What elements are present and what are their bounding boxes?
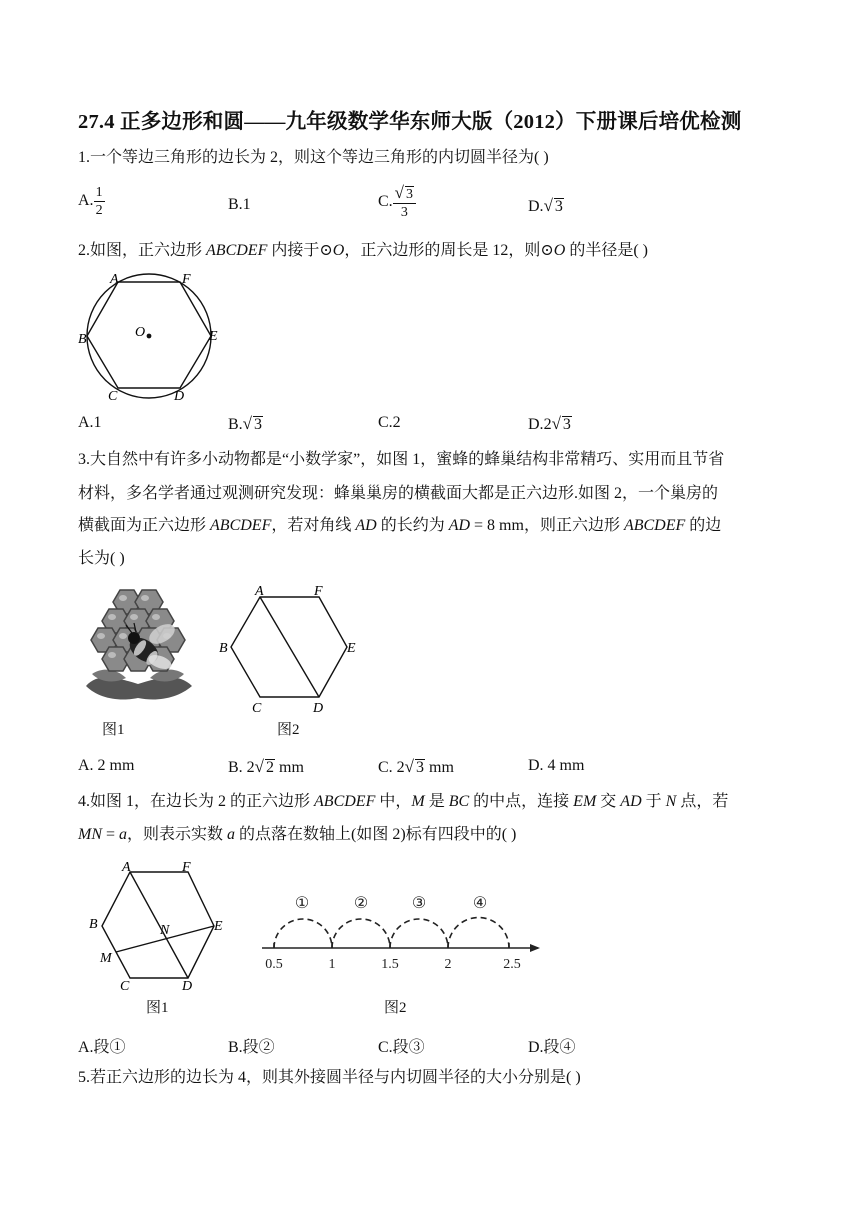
tick-label: 1.5 — [381, 957, 399, 972]
question-4-option-c: C.段③ — [378, 1039, 425, 1056]
figure-2-caption: 图2 — [277, 722, 300, 738]
fraction: $\frac{1}{2}$ — [95, 185, 103, 218]
question-2-text: 2.如图，正六边形 ABCDEF 内接于⊙O，正六边形的周长是 12，则⊙O 的半径是( ) — [78, 242, 648, 259]
question-4-line-2: MN = a，则表示实数 a 的点落在数轴上(如图 2)标有四段中的( ) — [78, 826, 517, 843]
segment-2-label: ② — [353, 895, 369, 912]
question-4-option-a: A.段① — [78, 1039, 126, 1056]
label-a: A — [255, 584, 264, 599]
label-c: C — [108, 389, 118, 404]
label-f: F — [314, 584, 323, 599]
label-d: D — [182, 979, 193, 994]
label-e: E — [209, 329, 218, 344]
label-c: C — [120, 979, 130, 994]
label-d: D — [313, 701, 324, 716]
question-3-line-4: 长为( ) — [78, 550, 125, 567]
label-a: A — [110, 272, 119, 287]
hexagon-em-figure — [80, 860, 240, 1010]
question-1-option-a: A. $\frac{1}{2}$ — [78, 185, 103, 218]
tick-label: 2.5 — [503, 957, 521, 972]
question-1-option-b: B.1 — [228, 196, 251, 213]
hexagon — [102, 872, 214, 978]
question-4-line-1: 4.如图 1，在边长为 2 的正六边形 ABCDEF 中，M 是 BC 的中点，连接 EM 交 AD 于 N 点，若 — [78, 793, 729, 810]
tick-label: 2 — [444, 957, 452, 972]
arrow-icon — [530, 944, 540, 952]
label-b: B — [89, 917, 98, 932]
label-d: D — [174, 389, 185, 404]
figure-1-caption: 图1 — [102, 722, 125, 738]
question-4-option-b: B.段② — [228, 1039, 275, 1056]
label-b: B — [219, 641, 228, 656]
question-1-option-c: C. $\frac{√ 3}{3}$ — [378, 184, 416, 221]
question-3-line-3: 横截面为正六边形 ABCDEF，若对角线 AD 的长约为 AD = 8 mm，则正六边形 ABCDEF 的边 — [78, 517, 722, 534]
question-3-line-1: 3.大自然中有许多小动物都是“小数学家”，如图 1，蜜蜂的蜂巢结构非常精巧、实用而且节省 — [78, 451, 725, 468]
question-2-option-c: C.2 — [378, 414, 401, 431]
question-3-option-b: B. 2√ 2 mm — [228, 757, 304, 776]
label-m: M — [100, 951, 112, 966]
label-e: E — [347, 641, 356, 656]
question-3-option-c: C. 2√ 3 mm — [378, 757, 454, 776]
tick-label: 0.5 — [265, 957, 283, 972]
number-line-figure — [250, 890, 550, 982]
center-point — [147, 334, 152, 339]
label-o: O — [135, 325, 146, 340]
tick-label: 1 — [328, 957, 336, 972]
label-b: B — [78, 332, 87, 347]
question-4-option-d: D.段④ — [528, 1039, 576, 1056]
page-title: 27.4 正多边形和圆——九年级数学华东师大版（2012）下册课后培优检测 — [78, 111, 742, 133]
honeycomb-bee-image — [78, 582, 198, 714]
label-e: E — [214, 919, 223, 934]
label-c: C — [252, 701, 262, 716]
label-f: F — [182, 860, 191, 875]
question-3-option-d: D. 4 mm — [528, 757, 585, 774]
question-2-option-b: B.√ 3 — [228, 414, 263, 433]
label-n: N — [160, 923, 170, 938]
hexagon-circle-figure — [76, 270, 226, 406]
question-1-option-d: D.√ 3 — [528, 196, 563, 215]
diagonal-ad — [260, 597, 319, 697]
figure-2-caption: 图2 — [384, 1000, 407, 1016]
segment-1-label: ① — [294, 895, 310, 912]
figure-1-caption: 图1 — [146, 1000, 169, 1016]
hexagon-diagonal-figure — [216, 576, 366, 716]
question-2-option-a: A.1 — [78, 414, 102, 431]
diagonal-ad — [130, 872, 188, 978]
question-3-line-2: 材料，多名学者通过观测研究发现：蜂巢巢房的横截面大都是正六边形.如图 2，一个巢房的 — [78, 485, 719, 502]
question-5-text: 5.若正六边形的边长为 4，则其外接圆半径与内切圆半径的大小分别是( ) — [78, 1069, 581, 1086]
leaf-icon — [86, 677, 192, 699]
question-3-option-a: A. 2 mm — [78, 757, 135, 774]
dashed-arcs — [274, 918, 509, 949]
segment-4-label: ④ — [472, 895, 488, 912]
label-a: A — [122, 860, 131, 875]
segment-3-label: ③ — [411, 895, 427, 912]
question-1-text: 1.一个等边三角形的边长为 2，则这个等边三角形的内切圆半径为( ) — [78, 149, 549, 166]
question-2-option-d: D.2√ 3 — [528, 414, 571, 433]
fraction: $\frac{√ 3}{3}$ — [393, 184, 416, 221]
label-f: F — [182, 272, 191, 287]
